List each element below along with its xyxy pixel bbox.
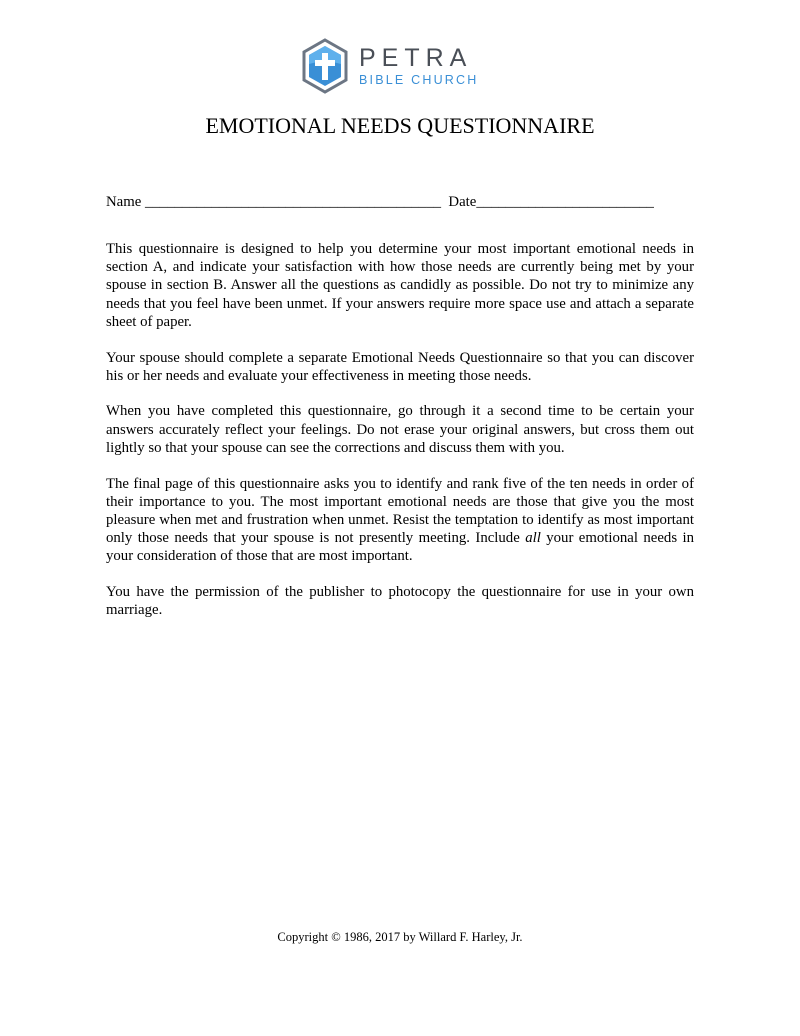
- instructions-body: [106, 240, 694, 637]
- copyright-footer: Copyright © 1986, 2017 by Willard F. Harley, Jr.: [277, 930, 523, 944]
- date-label: Date: [448, 194, 477, 210]
- brand-subtitle: BIBLE CHURCH: [359, 72, 479, 87]
- paragraph-review: When you have completed this questionnaire, go through it a second time to be certain your answers accurately reflect your feelings. Do not erase your original answers, but cross them out lightly so that your spouse can see the corrections and discuss them with you.: [106, 403, 694, 456]
- paragraph-ranking: The final page of this questionnaire asks you to identify and rank five of the ten needs in order of their importance to you. The most important emotional needs are those that give you the most pleasure when met and frustration when unmet. Resist the temptation to identify as most important only those needs that your spouse is not presently meeting. Include all your emotional needs in your consideration of those that are most important.: [106, 475, 695, 565]
- name-label: Name: [106, 194, 142, 210]
- paragraph-permission: You have the permission of the publisher to photocopy the questionnaire for use in your own marriage.: [106, 584, 694, 619]
- cross-hexagon-icon: [301, 38, 349, 94]
- emphasis-all: all: [525, 530, 541, 547]
- page-title: EMOTIONAL NEEDS QUESTIONNAIRE: [205, 113, 595, 138]
- paragraph-spouse: Your spouse should complete a separate Emotional Needs Questionnaire so that you can discover his or her needs and evaluate your effectiveness in meeting those needs.: [106, 349, 694, 384]
- church-logo: [301, 38, 491, 94]
- paragraph-purpose: This questionnaire is designed to help you determine your most important emotional needs in section A, and indicate your satisfaction with how those needs are currently being met by your spouse in section B. Answer all the questions as candidly as possible. Do not try to minimize any needs that you feel have been unmet. If your answers require more space use and attach a separate sheet of paper.: [106, 241, 694, 330]
- brand-name: PETRA: [359, 43, 473, 72]
- date-blank: ________________________: [476, 194, 654, 210]
- name-blank: ________________________________________: [145, 194, 441, 210]
- name-date-line: [106, 192, 654, 212]
